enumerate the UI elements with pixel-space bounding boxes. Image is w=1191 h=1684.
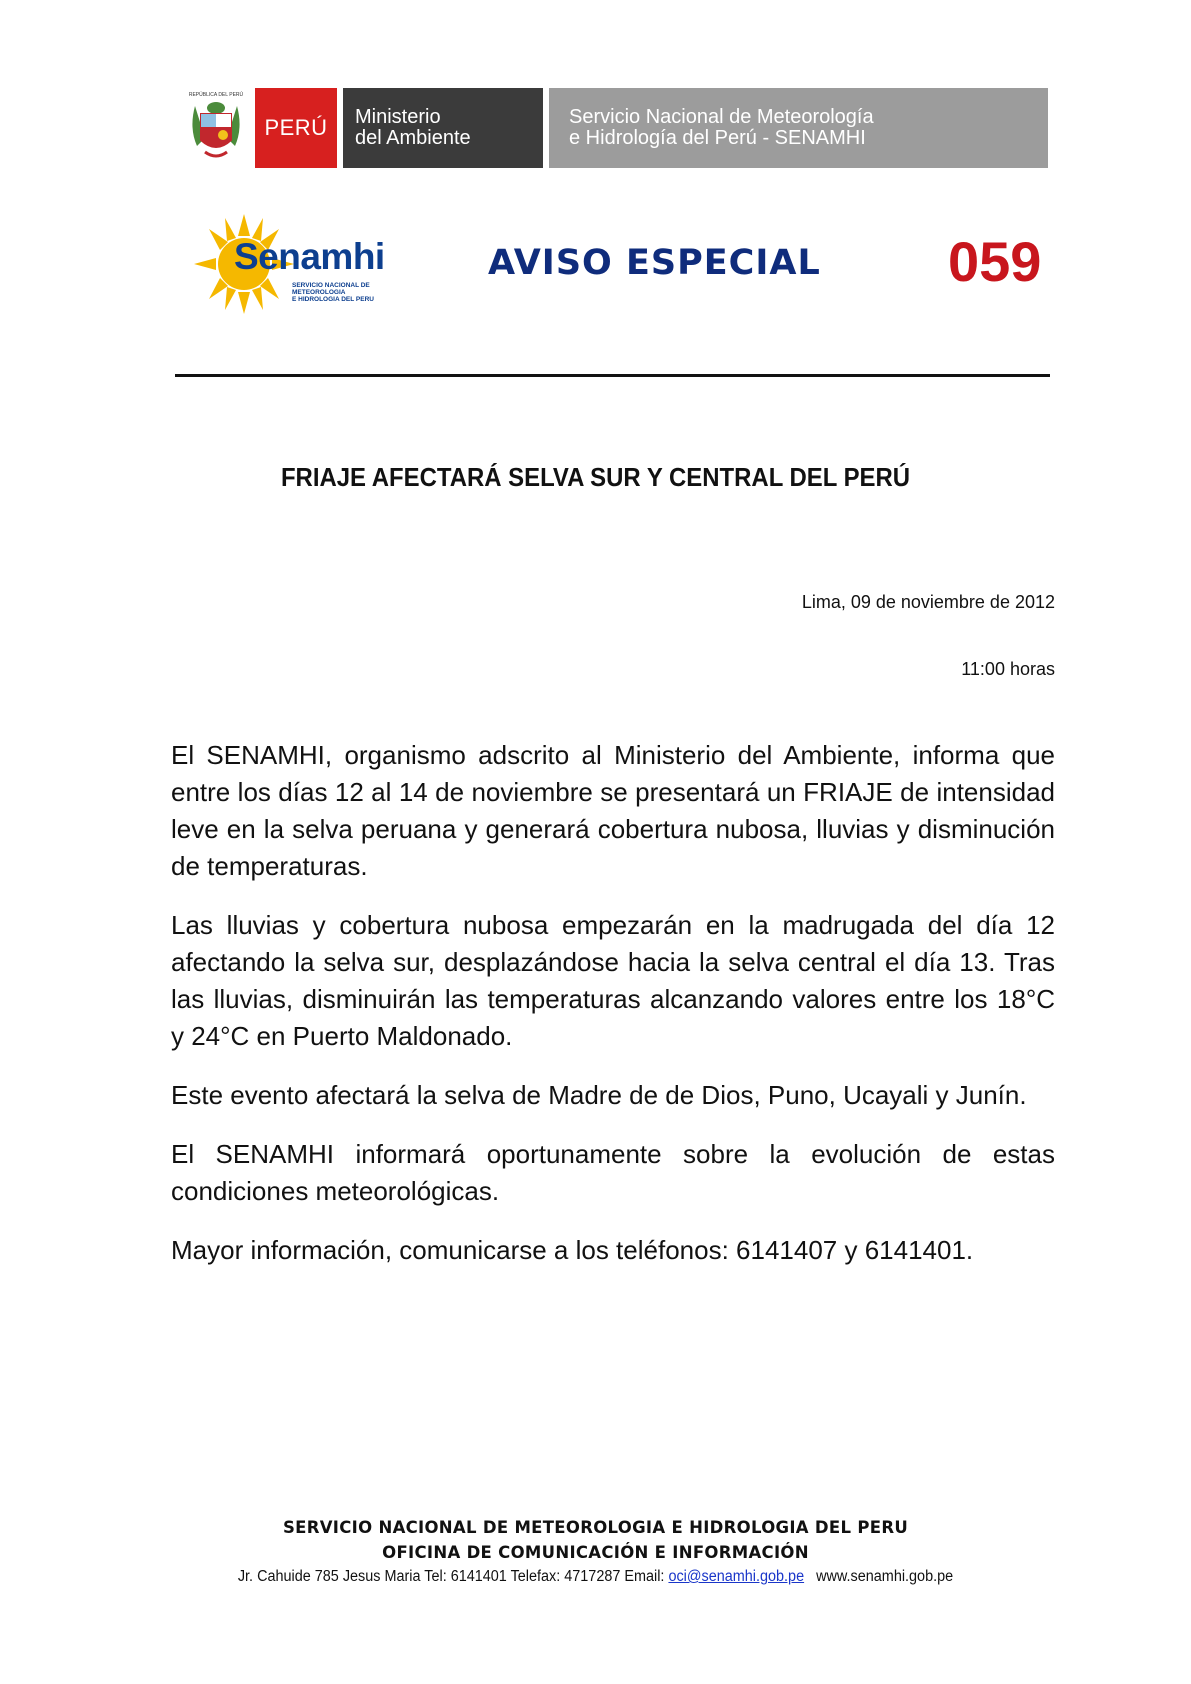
footer-institution: SERVICIO NACIONAL DE METEOROLOGIA E HIDROLOGIA DEL PERU	[282, 1518, 909, 1537]
logo-subtitle: SERVICIO NACIONAL DE METEOROLOGIA E HIDROLOGIA DEL PERU	[292, 282, 374, 303]
footer-address: Jr. Cahuide 785 Jesus Maria Tel: 6141401 Telefax: 4717287 Email:	[237, 1568, 665, 1585]
notice-number: 059	[948, 230, 1042, 293]
header-divider	[175, 374, 1050, 377]
paragraph: El SENAMHI informará oportunamente sobre la evolución de estas condiciones meteorológicas.	[171, 1139, 1055, 1206]
paragraph: Mayor información, comunicarse a los teléfonos: 6141407 y 6141401.	[171, 1235, 974, 1265]
footer-contact	[42, 1568, 1150, 1586]
time: 11:00 horas	[961, 659, 1055, 679]
email-link[interactable]: oci@senamhi.gob.pe	[668, 1568, 805, 1585]
date: Lima, 09 de noviembre de 2012	[801, 592, 1055, 612]
senamhi-logo	[192, 210, 424, 318]
peru-label: PERÚ	[255, 88, 337, 168]
logo-wordmark: Senamhi	[234, 236, 385, 277]
website-link[interactable]: www.senamhi.gob.pe	[816, 1568, 954, 1585]
paragraph: El SENAMHI, organismo adscrito al Ministerio del Ambiente, informa que entre los días 12 al 14 de noviembre se presentará un FRIAJE de intensidad leve en la selva peruana y generará cobertura nubosa, lluvias y disminución de temperaturas.	[171, 740, 1055, 881]
footer-office: OFICINA DE COMUNICACIÓN E INFORMACIÓN	[382, 1543, 809, 1562]
government-banner	[185, 88, 1048, 168]
paragraph: Este evento afectará la selva de Madre de de Dios, Puno, Ucayali y Junín.	[171, 1080, 1027, 1110]
coat-of-arms-icon	[185, 88, 255, 168]
headline: FRIAJE AFECTARÁ SELVA SUR Y CENTRAL DEL PERÚ	[280, 462, 911, 492]
svg-text:REPÚBLICA DEL PERÚ: REPÚBLICA DEL PERÚ	[188, 92, 244, 98]
service-label: Servicio Nacional de Meteorología e Hidrología del Perú - SENAMHI	[549, 88, 1048, 168]
ministry-label: Ministerio del Ambiente	[343, 88, 543, 168]
paragraph: Las lluvias y cobertura nubosa empezarán en la madrugada del día 12 afectando la selva sur, desplazándose hacia la selva central el día 13. Tras las lluvias, disminuirán las temperaturas alcanzando valores entre los 18°C y 24°C en Puerto Maldonado.	[171, 910, 1055, 1051]
notice-title: AVISO ESPECIAL	[488, 243, 821, 283]
body-text	[171, 737, 1055, 1291]
footer	[0, 1518, 1191, 1586]
